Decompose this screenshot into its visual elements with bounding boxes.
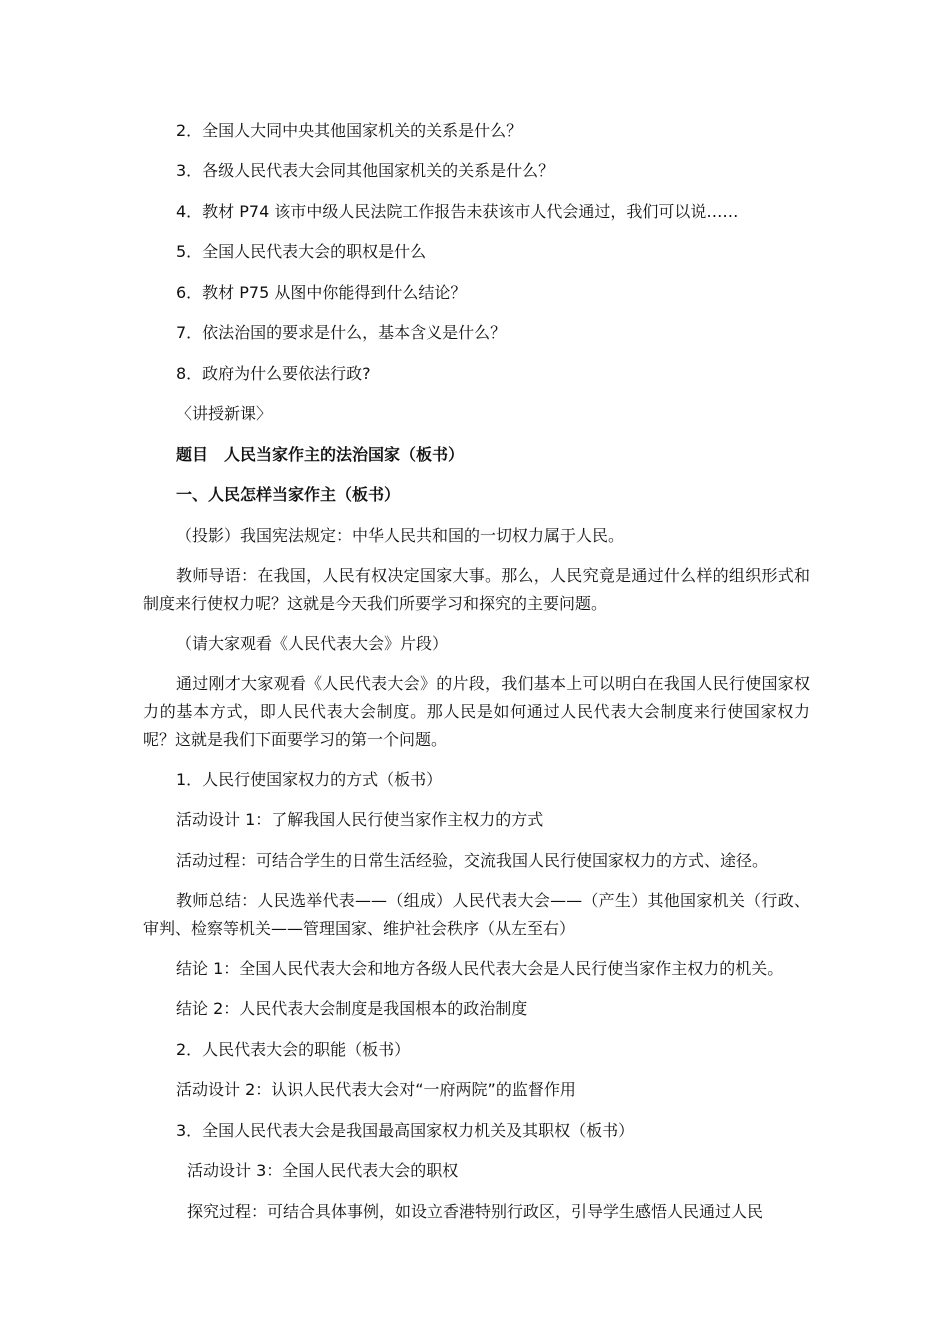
teacher-intro-paragraph: 教师导语：在我国，人民有权决定国家大事。那么，人民究竟是通过什么样的组织形式和制度来行使权力呢？这就是今天我们所要学习和探究的主要问题。: [143, 566, 810, 613]
topic-title: 题目 人民当家作主的法治国家（板书）: [176, 445, 465, 464]
conclusion-2: 结论 2：人民代表大会制度是我国根本的政治制度: [176, 999, 528, 1018]
after-watch-paragraph: 通过刚才大家观看《人民代表大会》的片段，我们基本上可以明白在我国人民行使国家权力的基本方式，即人民代表大会制度。那人民是如何通过人民代表大会制度来行使国家权力呢？这就是我们下面要学习的第一个问题。: [143, 674, 810, 749]
activity-2: 活动设计 2：认识人民代表大会对“一府两院”的监督作用: [176, 1080, 576, 1099]
watch-note: （请大家观看《人民代表大会》片段）: [176, 634, 449, 653]
point-1: 1．人民行使国家权力的方式（板书）: [176, 770, 443, 789]
lecture-heading: 〈讲授新课〉: [176, 404, 273, 423]
question-5: 5．全国人民代表大会的职权是什么: [176, 242, 427, 261]
question-3: 3．各级人民代表大会同其他国家机关的关系是什么？: [176, 161, 555, 180]
section-heading: 一、人民怎样当家作主（板书）: [176, 485, 401, 504]
explore-process: 探究过程：可结合具体事例，如设立香港特别行政区，引导学生感悟人民通过人民: [187, 1202, 764, 1221]
question-7: 7．依法治国的要求是什么，基本含义是什么？: [176, 323, 507, 342]
projection-text: （投影）我国宪法规定：中华人民共和国的一切权力属于人民。: [176, 526, 625, 545]
activity-1: 活动设计 1：了解我国人民行使当家作主权力的方式: [176, 810, 544, 829]
activity-3: 活动设计 3：全国人民代表大会的职权: [187, 1161, 459, 1180]
point-3: 3．全国人民代表大会是我国最高国家权力机关及其职权（板书）: [176, 1121, 635, 1140]
question-8: 8．政府为什么要依法行政?: [176, 364, 371, 383]
teacher-summary-paragraph: 教师总结：人民选举代表——（组成）人民代表大会——（产生）其他国家机关（行政、审判、检察等机关——管理国家、维护社会秩序（从左至右）: [143, 891, 810, 938]
question-2: 2．全国人大同中央其他国家机关的关系是什么？: [176, 121, 523, 140]
point-2: 2．人民代表大会的职能（板书）: [176, 1040, 411, 1059]
question-4: 4．教材 P74 该市中级人民法院工作报告未获该市人代会通过，我们可以说……: [176, 202, 739, 221]
question-6: 6．教材 P75 从图中你能得到什么结论？: [176, 283, 467, 302]
conclusion-1: 结论 1：全国人民代表大会和地方各级人民代表大会是人民行使当家作主权力的机关。: [176, 959, 784, 978]
process-1: 活动过程：可结合学生的日常生活经验，交流我国人民行使国家权力的方式、途径。: [176, 851, 769, 870]
